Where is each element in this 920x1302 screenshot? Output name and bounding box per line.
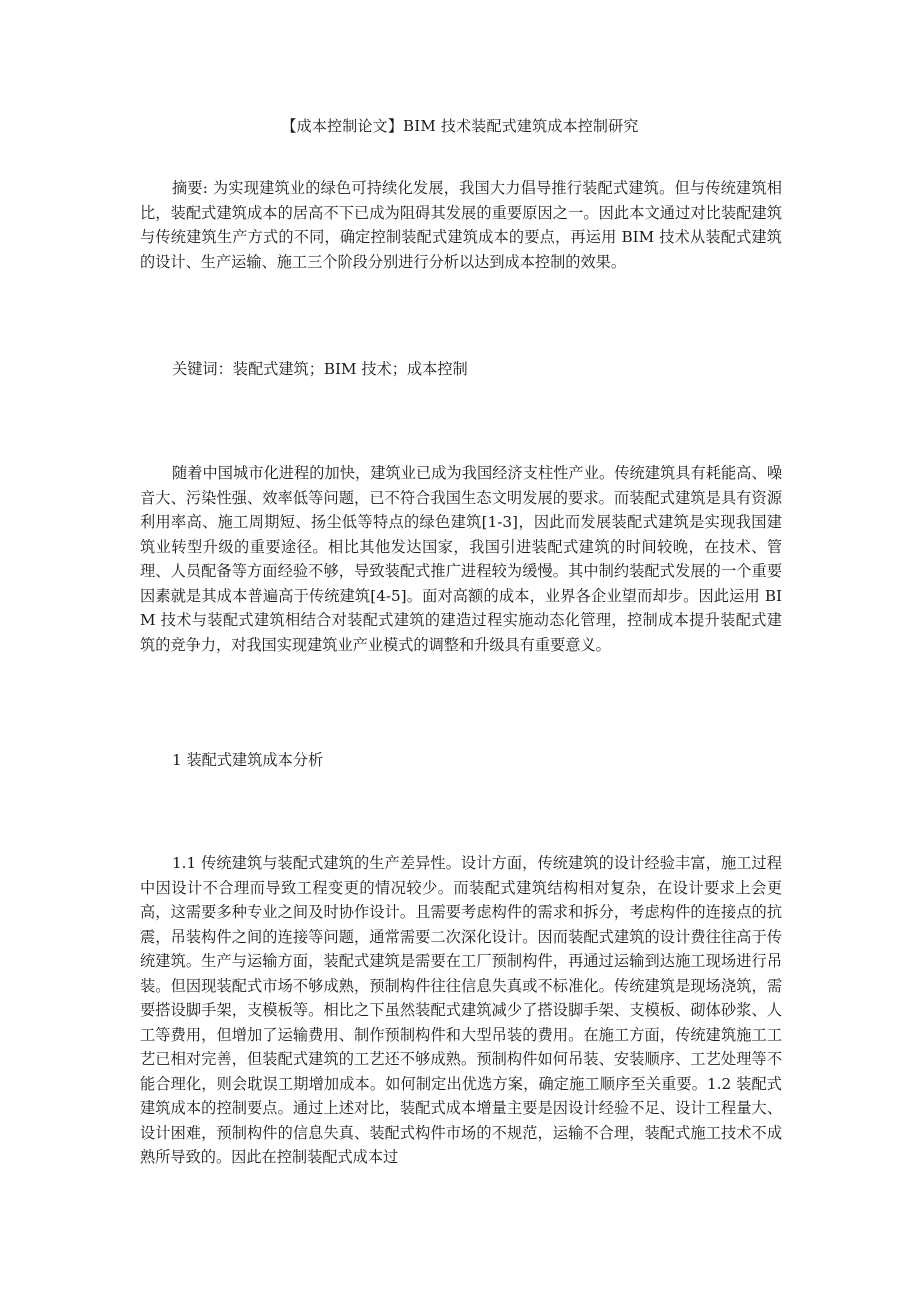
abstract-label: 摘要: xyxy=(172,179,208,197)
section-1-body-paragraph: 1.1 传统建筑与装配式建筑的生产差异性。设计方面，传统建筑的设计经验丰富，施工过程中因设计不合理而导致工程变更的情况较少。而装配式建筑结构相对复杂，在设计要求上会更高，这需要多种专业之间及时协作设计。且需要考虑构件的需求和拆分，考虑构件的连接点的抗震，吊装构件之间的连接等问题，通常需要二次深化设计。因而装配式建筑的设计费往往高于传统建筑。生产与运输方面，装配式建筑是需要在工厂预制构件，再通过运输到达施工现场进行吊装。但因现装配式市场不够成熟，预制构件往往信息失真或不标准化。传统建筑是现场浇筑，需要搭设脚手架，支模板等。相比之下虽然装配式建筑减少了搭设脚手架、支模板、砌体砂浆、人工等费用，但增加了运输费用、制作预制构件和大型吊装的费用。在施工方面，传统建筑施工工艺已相对完善，但装配式建筑的工艺还不够成熟。预制构件如何吊装、安装顺序、工艺处理等不能合理化，则会耽误工期增加成本。如何制定出优选方案，确定施工顺序至关重要。1.2 装配式建筑成本的控制要点。通过上述对比，装配式成本增量主要是因设计经验不足、设计工程量大、设计困难，预制构件的信息失真、装配式构件市场的不规范，运输不合理，装配式施工技术不成熟所导致的。因此在控制装配式成本过 xyxy=(140,854,782,1166)
abstract-text: 为实现建筑业的绿色可持续化发展，我国大力倡导推行装配式建筑。但与传统建筑相比，装配式建筑成本的居高不下已成为阻碍其发展的重要原因之一。因此本文通过对比装配建筑与传统建筑生产方式的不同，确定控制装配式建筑成本的要点，再运用 BIM 技术从装配式建筑的设计、生产运输、施工三个阶段分别进行分析以达到成本控制的效果。 xyxy=(140,179,782,271)
document-title: 【成本控制论文】BIM 技术装配式建筑成本控制研究 xyxy=(281,117,639,135)
abstract-paragraph xyxy=(140,176,782,274)
keywords-paragraph: 关键词：装配式建筑；BIM 技术；成本控制 xyxy=(172,360,468,378)
section-1-heading: 1 装配式建筑成本分析 xyxy=(172,751,324,769)
introduction-paragraph: 随着中国城市化进程的加快，建筑业已成为我国经济支柱性产业。传统建筑具有耗能高、噪音大、污染性强、效率低等问题，已不符合我国生态文明发展的要求。而装配式建筑是具有资源利用率高、施工周期短、扬尘低等特点的绿色建筑[1-3]，因此而发展装配式建筑是实现我国建筑业转型升级的重要途径。相比其他发达国家，我国引进装配式建筑的时间较晚，在技术、管理、人员配备等方面经验不够，导致装配式推广进程较为缓慢。其中制约装配式发展的一个重要因素就是其成本普遍高于传统建筑[4-5]。面对高额的成本，业界各企业望而却步。因此运用 BIM 技术与装配式建筑相结合对装配式建筑的建造过程实施动态化管理，控制成本提升装配式建筑的竞争力，对我国实现建筑业产业模式的调整和升级具有重要意义。 xyxy=(140,464,782,654)
